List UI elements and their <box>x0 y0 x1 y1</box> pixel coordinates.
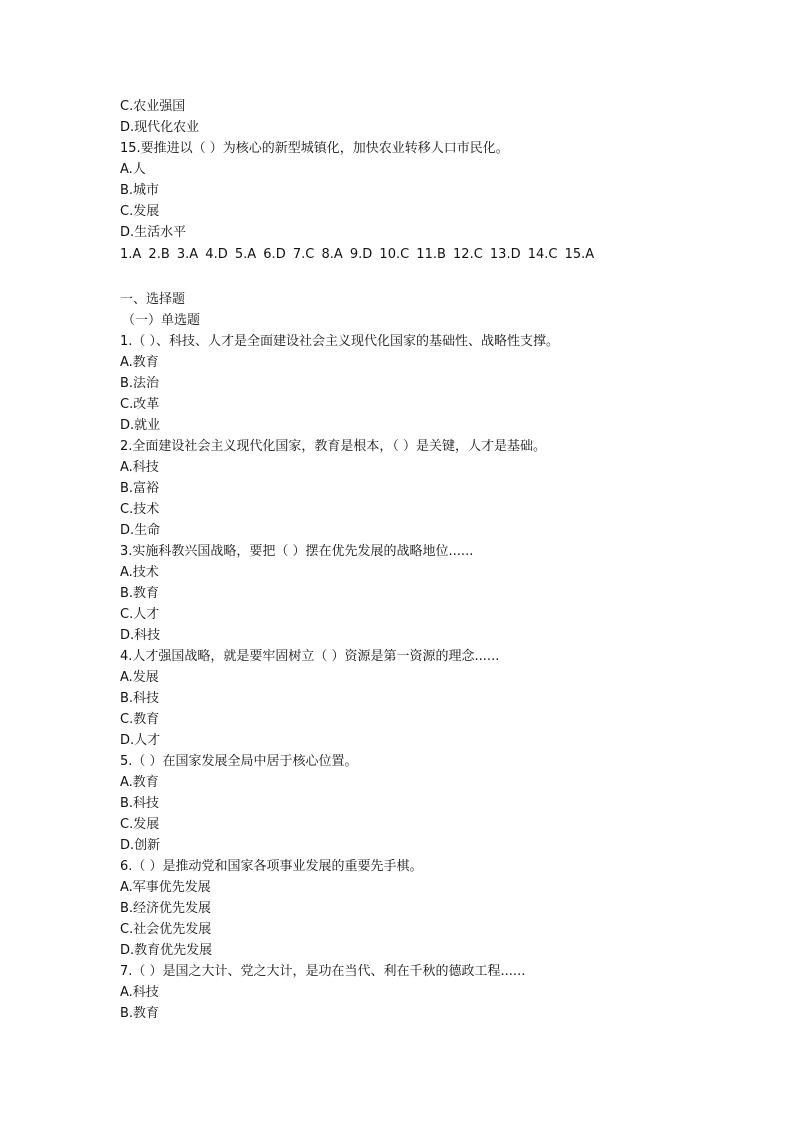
question-line: 7.（ ）是国之大计、党之大计，是功在当代、利在千秋的德政工程...... <box>120 964 526 979</box>
option-line: D.就业 <box>120 418 161 433</box>
question-line: 2.全面建设社会主义现代化国家，教育是根本，（ ）是关键，人才是基础。 <box>120 439 547 454</box>
option-line: A.技术 <box>120 565 159 580</box>
option-line: D.创新 <box>120 838 161 853</box>
option-line: B.教育 <box>120 1006 160 1021</box>
questions-block <box>120 331 740 1024</box>
option-line: B.城市 <box>120 183 160 198</box>
option-line: C.社会优先发展 <box>120 922 212 937</box>
option-line: A.人 <box>120 162 146 177</box>
answer-key: 1.A 2.B 3.A 4.D 5.A 6.D 7.C 8.A 9.D 10.C 11.B 12.C 13.D 14.C 15.A <box>120 247 595 262</box>
option-line: A.发展 <box>120 670 159 685</box>
option-line: C.农业强国 <box>120 99 186 114</box>
question-line: 6.（ ）是推动党和国家各项事业发展的重要先手棋。 <box>120 859 423 874</box>
option-line: B.科技 <box>120 691 160 706</box>
section-spacer <box>120 265 740 289</box>
option-line: C.教育 <box>120 712 160 727</box>
option-line: B.科技 <box>120 796 160 811</box>
option-line: B.富裕 <box>120 481 160 496</box>
option-line: C.人才 <box>120 607 160 622</box>
option-line: C.改革 <box>120 397 160 412</box>
option-line: D.科技 <box>120 628 161 643</box>
option-line: C.发展 <box>120 817 160 832</box>
option-line: A.科技 <box>120 460 159 475</box>
option-line: A.军事优先发展 <box>120 880 211 895</box>
option-line: D.现代化农业 <box>120 120 200 135</box>
option-line: D.生命 <box>120 523 161 538</box>
option-line: C.发展 <box>120 204 160 219</box>
option-line: D.生活水平 <box>120 225 187 240</box>
option-line: B.教育 <box>120 586 160 601</box>
previous-question-block <box>120 96 740 243</box>
subsection-title: （一）单选题 <box>122 313 201 328</box>
option-line: C.技术 <box>120 502 160 517</box>
option-line: B.经济优先发展 <box>120 901 212 916</box>
question-line: 5.（ ）在国家发展全局中居于核心位置。 <box>120 754 358 769</box>
option-line: A.教育 <box>120 775 159 790</box>
option-line: B.法治 <box>120 376 160 391</box>
option-line: D.教育优先发展 <box>120 943 213 958</box>
question-line: 4.人才强国战略，就是要牢固树立（ ）资源是第一资源的理念...... <box>120 649 500 664</box>
question-line: 3.实施科教兴国战略，要把（ ）摆在优先发展的战略地位...... <box>120 544 474 559</box>
section-title: 一、选择题 <box>120 292 186 307</box>
option-line: D.人才 <box>120 733 161 748</box>
question-line: 1.（ ）、科技、人才是全面建设社会主义现代化国家的基础性、战略性支撑。 <box>120 334 560 349</box>
option-line: A.科技 <box>120 985 159 1000</box>
document-content <box>120 96 740 1024</box>
question-line: 15.要推进以（ ）为核心的新型城镇化，加快农业转移人口市民化。 <box>120 141 509 156</box>
option-line: A.教育 <box>120 355 159 370</box>
